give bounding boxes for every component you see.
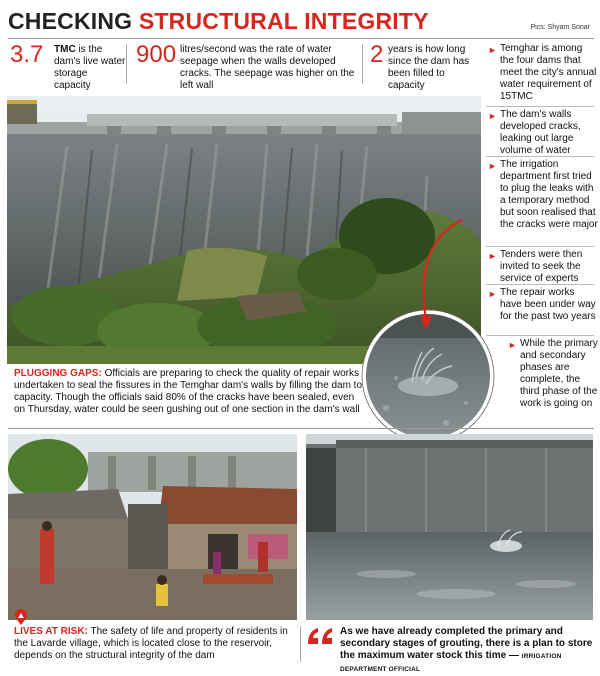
bullet-item: ► While the primary and secondary phases are complete, the third phase of the work is going on bbox=[508, 338, 598, 409]
caption-divider bbox=[300, 626, 301, 662]
stat-number: 900 bbox=[136, 41, 177, 68]
quote-mark-icon bbox=[306, 626, 336, 646]
headline-part2: STRUCTURAL INTEGRITY bbox=[138, 8, 429, 34]
bullet-item: ► The repair works have been under way for the past two years bbox=[488, 287, 596, 322]
stat-text: litres/second was the rate of water seepage when the walls developed cracks. The seepage was higher on the left wall bbox=[180, 44, 355, 91]
stat-capacity bbox=[10, 41, 126, 91]
stat-text: years is how long since the dam has been filled to capacity bbox=[388, 44, 470, 91]
main-photo-caption: PLUGGING GAPS: Officials are preparing to check the quality of repair works undertaken to seal the fissures in the Temghar dam's walls by filling the dam to capacity. Though the officials said 80% of the cracks have been sealed, even on Thursday, water could be seen gushing out of one section in the dam's wall bbox=[14, 368, 363, 415]
headline bbox=[8, 6, 429, 36]
village-photo bbox=[8, 434, 297, 620]
bullet-item: ► The dam's walls developed cracks, leaking out large volume of water bbox=[488, 109, 581, 156]
headline-part1: CHECKING bbox=[8, 8, 133, 34]
bullet-divider bbox=[486, 246, 594, 247]
stat-number: 2 bbox=[370, 41, 384, 68]
village-caption: LIVES AT RISK: The safety of life and property of residents in the Lavarde village, which is located close to the reservoir, depends on the structural integrity of the dam bbox=[14, 626, 288, 661]
leak-closeup-inset bbox=[356, 308, 506, 442]
photo-credit: Pics: Shyam Sonar bbox=[530, 24, 590, 31]
arrow-bullet-icon: ► bbox=[488, 289, 497, 299]
stat-seepage bbox=[136, 42, 358, 90]
dam-seepage-photo bbox=[306, 434, 593, 620]
bullet-item: ► Temghar is among the four dams that meet the city's annual water requirement of 15TMC bbox=[488, 43, 597, 102]
stat-text: TMC is the dam's live water storage capacity bbox=[54, 44, 126, 91]
bullet-item: ► Tenders were then invited to seek the service of experts bbox=[488, 249, 583, 284]
section-rule bbox=[8, 428, 594, 429]
bullet-divider bbox=[486, 106, 594, 107]
official-quote: As we have already completed the primary and secondary stages of grouting, there is a plan to store the maximum water stock this time — IRRIGATION DEPARTMENT OFFICIAL bbox=[306, 626, 596, 676]
top-rule bbox=[8, 38, 594, 39]
arrow-bullet-icon: ► bbox=[508, 340, 517, 350]
arrow-bullet-icon: ► bbox=[488, 251, 497, 261]
arrow-bullet-icon: ► bbox=[488, 45, 497, 55]
bullet-divider bbox=[486, 284, 594, 285]
quote-attribution: IRRIGATION DEPARTMENT OFFICIAL bbox=[340, 653, 562, 673]
arrow-bullet-icon: ► bbox=[488, 161, 497, 171]
location-pin-icon bbox=[14, 610, 28, 626]
stat-years bbox=[370, 42, 480, 90]
stat-divider bbox=[362, 44, 363, 84]
arrow-bullet-icon: ► bbox=[488, 111, 497, 121]
stat-divider bbox=[126, 44, 127, 84]
bullet-divider bbox=[486, 156, 594, 157]
bullet-item: ► The irrigation department first tried to plug the leaks with a temporary method but soon realised that the cracks were major bbox=[488, 159, 598, 230]
stat-number: 3.7 bbox=[10, 41, 44, 68]
curved-arrow-icon bbox=[408, 216, 468, 336]
